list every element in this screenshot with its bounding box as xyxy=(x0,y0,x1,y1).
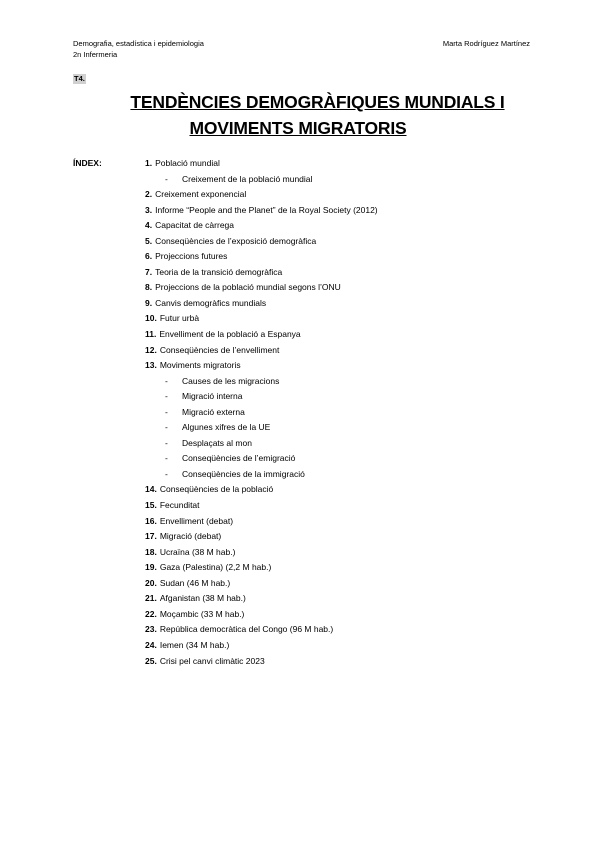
toc-subitem-text: Causes de les migracions xyxy=(182,375,280,386)
toc-item xyxy=(145,576,378,592)
toc-item-text: Creixement exponencial xyxy=(155,189,247,200)
toc-item-number: 9. xyxy=(145,297,153,308)
toc-subitem xyxy=(145,451,378,467)
bullet-dash: - xyxy=(165,468,168,479)
index-label: ÍNDEX: xyxy=(73,158,102,168)
toc-item-text: Canvis demogràfics mundials xyxy=(155,297,267,308)
toc-item-text: Informe “People and the Planet” de la Royal Society (2012) xyxy=(155,204,378,215)
course-year: 2n Infermeria xyxy=(73,50,118,59)
toc-item-text: Crisi pel canvi climàtic 2023 xyxy=(159,655,265,666)
toc-item xyxy=(145,591,378,607)
toc-item xyxy=(145,498,378,514)
toc-item-number: 13. xyxy=(145,360,157,371)
toc-subitem-text: Migració externa xyxy=(182,406,245,417)
toc-item-text: Envelliment de la població a Espanya xyxy=(159,329,301,340)
toc-item xyxy=(145,529,378,545)
toc-item-text: Sudan (46 M hab.) xyxy=(159,577,231,588)
toc-subitem xyxy=(145,172,378,188)
toc-item xyxy=(145,218,378,234)
toc-item-text: Projeccions de la població mundial segons l’ONU xyxy=(155,282,341,293)
toc-item xyxy=(145,280,378,296)
toc-item xyxy=(145,265,378,281)
toc-item-text: Població mundial xyxy=(155,158,220,168)
toc-item-text: Teoria de la transició demogràfica xyxy=(155,266,283,277)
toc-item xyxy=(145,482,378,498)
toc-subitem xyxy=(145,420,378,436)
toc-item-number: 17. xyxy=(145,531,157,542)
toc-subitem-text: Algunes xifres de la UE xyxy=(182,422,271,433)
toc-item-number: 10. xyxy=(145,313,157,324)
toc-item-number: 23. xyxy=(145,624,157,635)
toc-item xyxy=(145,358,378,374)
toc-item xyxy=(145,156,378,172)
toc-item-number: 19. xyxy=(145,562,157,573)
toc-item-number: 8. xyxy=(145,282,153,293)
bullet-dash: - xyxy=(165,406,168,417)
bullet-dash: - xyxy=(165,453,168,464)
toc-item-text: Envelliment (debat) xyxy=(159,515,234,526)
page-header-left xyxy=(73,38,204,60)
author-name: Marta Rodríguez Martínez xyxy=(442,39,530,48)
toc-item xyxy=(145,607,378,623)
toc-item xyxy=(145,234,378,250)
toc-item-text: Projeccions futures xyxy=(155,251,228,262)
toc-subitem xyxy=(145,467,378,483)
table-of-contents xyxy=(145,156,378,669)
document-title xyxy=(0,89,600,141)
toc-subitem xyxy=(145,374,378,390)
toc-item-number: 11. xyxy=(145,329,157,340)
course-name: Demografia, estadística i epidemiologia xyxy=(73,39,204,48)
toc-item xyxy=(145,187,378,203)
toc-item-text: Fecunditat xyxy=(159,500,200,511)
toc-item xyxy=(145,638,378,654)
toc-item-number: 20. xyxy=(145,577,157,588)
title-line-1: TENDÈNCIES DEMOGRÀFIQUES MUNDIALS I xyxy=(130,92,505,112)
toc-subitem-text: Conseqüències de la immigració xyxy=(182,468,305,479)
toc-item-number: 25. xyxy=(145,655,157,666)
toc-item-text: República democràtica del Congo (96 M hab.) xyxy=(159,624,334,635)
toc-subitem-text: Migració interna xyxy=(182,391,243,402)
toc-subitem xyxy=(145,389,378,405)
toc-subitem-text: Desplaçats al mon xyxy=(182,437,252,448)
bullet-dash: - xyxy=(165,375,168,386)
bullet-dash: - xyxy=(165,437,168,448)
toc-item-text: Futur urbà xyxy=(159,313,200,324)
toc-item xyxy=(145,514,378,530)
toc-item-number: 2. xyxy=(145,189,153,200)
toc-item xyxy=(145,654,378,670)
toc-item xyxy=(145,249,378,265)
toc-item-number: 12. xyxy=(145,344,157,355)
toc-item xyxy=(145,343,378,359)
topic-tag: T4. xyxy=(74,74,85,83)
toc-item-text: Moçambic (33 M hab.) xyxy=(159,608,245,619)
toc-item-number: 18. xyxy=(145,546,157,557)
toc-subitem xyxy=(145,436,378,452)
title-line-2: MOVIMENTS MIGRATORIS xyxy=(189,118,407,138)
toc-item-number: 24. xyxy=(145,639,157,650)
bullet-dash: - xyxy=(165,391,168,402)
toc-item-number: 15. xyxy=(145,500,157,511)
toc-item-number: 21. xyxy=(145,593,157,604)
toc-item xyxy=(145,311,378,327)
toc-item-number: 16. xyxy=(145,515,157,526)
toc-item-text: Gaza (Palestina) (2,2 M hab.) xyxy=(159,562,272,573)
toc-item-text: Ucraïna (38 M hab.) xyxy=(159,546,236,557)
toc-item-number: 7. xyxy=(145,266,153,277)
toc-item xyxy=(145,296,378,312)
toc-item xyxy=(145,203,378,219)
toc-item-number: 1. xyxy=(145,158,153,168)
toc-item-text: Conseqüències de la població xyxy=(159,484,274,495)
toc-item-number: 3. xyxy=(145,204,153,215)
toc-item-number: 4. xyxy=(145,220,153,231)
toc-item-text: Conseqüències de l’exposició demogràfica xyxy=(155,235,317,246)
toc-item-number: 5. xyxy=(145,235,153,246)
toc-item-text: Moviments migratoris xyxy=(159,360,241,371)
toc-item-text: Conseqüències de l’envelliment xyxy=(159,344,280,355)
toc-item-text: Capacitat de càrrega xyxy=(155,220,235,231)
toc-item xyxy=(145,560,378,576)
bullet-dash: - xyxy=(165,422,168,433)
toc-item-number: 22. xyxy=(145,608,157,619)
toc-subitem-text: Creixement de la població mundial xyxy=(182,173,313,184)
toc-item-text: Afganistan (38 M hab.) xyxy=(159,593,246,604)
toc-item-number: 14. xyxy=(145,484,157,495)
toc-subitem-text: Conseqüències de l’emigració xyxy=(182,453,296,464)
toc-item xyxy=(145,622,378,638)
toc-item-text: Iemen (34 M hab.) xyxy=(159,639,230,650)
toc-item-number: 6. xyxy=(145,251,153,262)
toc-item-text: Migració (debat) xyxy=(159,531,222,542)
toc-subitem xyxy=(145,405,378,421)
bullet-dash: - xyxy=(165,173,168,184)
toc-item xyxy=(145,327,378,343)
toc-item xyxy=(145,545,378,561)
